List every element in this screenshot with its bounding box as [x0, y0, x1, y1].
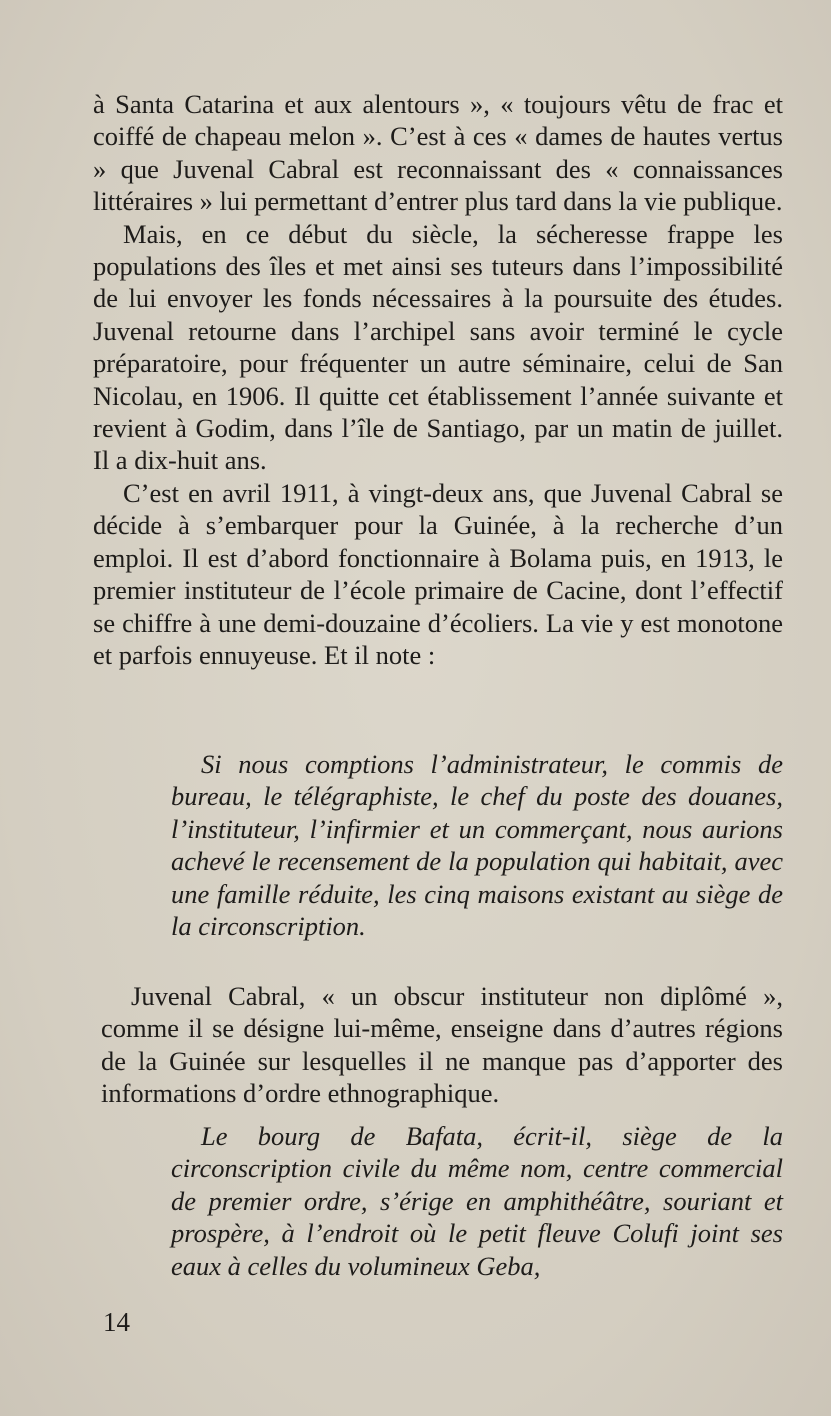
- paragraph-after-quote: [101, 980, 783, 1110]
- page-number: 14: [103, 1307, 130, 1337]
- quote-2-text: Le bourg de Bafata, écrit-il, siège de la circonscription civile du même nom, centre commercial de premier ordre, s’érige en amphithéâtre, souriant et prospère, à l’endroit où le petit fleuve Colufi joint ses eaux à celles du volumineux Geba,: [171, 1121, 783, 1281]
- main-text-block: [93, 88, 783, 671]
- block-quote-1: [171, 748, 783, 942]
- block-quote-2: [171, 1120, 783, 1282]
- paragraph-2: Mais, en ce début du siècle, la sécheresse frappe les populations des îles et met ainsi ses tuteurs dans l’impossibilité de lui envoyer les fonds nécessaires à la poursuite des études. Juvenal retourne dans l’archipel sans avoir terminé le cycle préparatoire, pour fréquenter un autre séminaire, celui de San Nicolau, en 1906. Il quitte cet établissement l’année suivante et revient à Godim, dans l’île de Santiago, par un matin de juillet. Il a dix-huit ans.: [93, 218, 783, 476]
- paragraph-1: à Santa Catarina et aux alentours », « toujours vêtu de frac et coiffé de chapeau melon ». C’est à ces « dames de hautes vertus » que Juvenal Cabral est reconnaissant des « connaissances littéraires » lui permettant d’entrer plus tard dans la vie publique.: [93, 89, 783, 217]
- paragraph-4: Juvenal Cabral, « un obscur instituteur non diplômé », comme il se désigne lui-même, enseigne dans d’autres régions de la Guinée sur lesquelles il ne manque pas d’apporter des informations d’ordre ethnographique.: [101, 981, 783, 1109]
- quote-1-text: Si nous comptions l’administrateur, le commis de bureau, le télégraphiste, le chef du poste des douanes, l’instituteur, l’infirmier et un commerçant, nous aurions achevé le recensement de la population qui habitait, avec une famille réduite, les cinq maisons existant au siège de la circonscription.: [171, 749, 783, 942]
- paragraph-3: C’est en avril 1911, à vingt-deux ans, que Juvenal Cabral se décide à s’embarquer pour la Guinée, à la recherche d’un emploi. Il est d’abord fonctionnaire à Bolama puis, en 1913, le premier instituteur de l’école primaire de Cacine, dont l’effectif se chiffre à une demi-douzaine d’écoliers. La vie y est monotone et parfois ennuyeuse. Et il note :: [93, 477, 783, 670]
